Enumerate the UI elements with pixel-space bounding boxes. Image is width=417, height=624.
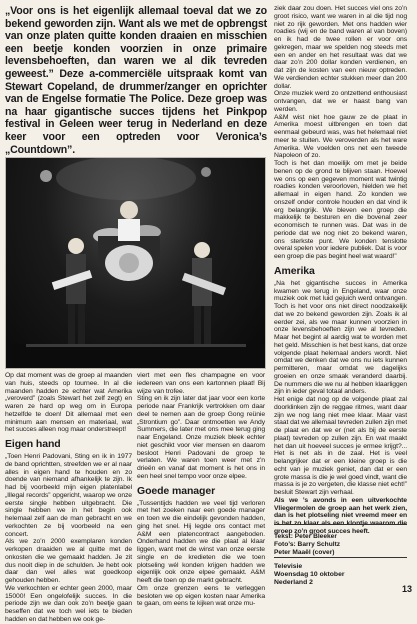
band-photo bbox=[5, 157, 266, 369]
credits-divider bbox=[274, 524, 407, 525]
paragraph: viert met een fles champagne en voor iedereen van ons een kartonnen plaat! Bij wijze van trofee. bbox=[137, 372, 265, 395]
section-heading: Eigen hand bbox=[5, 438, 61, 450]
tv-channel: Nederland 2 bbox=[274, 578, 313, 586]
credit-text: Tekst: Peter Bleeker bbox=[274, 533, 337, 540]
tv-listing bbox=[274, 563, 407, 586]
tv-label: Televisie bbox=[274, 563, 303, 570]
paragraph: Als we zo’n 2000 exemplaren konden verkopen draaiden we al quitte met de onkosten die we gemaakt hadden. Je zit dus nooit diep in de schulden. Je hebt ook daar dan wel alles wat goedkoop gehouden hebben. bbox=[5, 538, 132, 584]
paragraph: „Toen Henri Padovani, Sting en ik in 1977 de band oprichtten, streefden we er al naar alles in eigen hand te houden en zo doende van niemand afhankelijk te zijn. Ik had bij voorbeeld mijn eigen platenlabel „Illegal records” opgericht, waarop we onze eerste single hebben uitgebracht. Die single hebben we in het begin ook helemaal zelf aan de man gebracht en we verkochten ze bij voorbeeld na een concert. bbox=[5, 453, 132, 538]
column-middle bbox=[137, 372, 265, 608]
intro-paragraph bbox=[5, 5, 267, 156]
paragraph: „Na het gigantische succes in Amerika kwamen we terug in Engeland, waar onze muziek ook met luid gejuich werd ontvangen. Toch is het voor ons niet direct noodzakelijk dat we zo bekend geworden zijn. Zoals ik al eerder zei, als we maar kunnen voorzien in onze levensbehoeften zijn we al tevreden. Maar het begint al aardig wat te worden met het geld. Misschien is het best kans, dat onze volgende plaat helemaal anders wordt. Niet omdat we denken dat we ons nu iets kunnen permitteren, maar omdat we dagelijks groeien en onze smaak veranderd daarbij. De nummers die we nu al hebben klaarliggen zijn in ieder geval totaal anders. bbox=[274, 279, 407, 396]
tv-date: Woensdag 10 oktober bbox=[274, 570, 345, 578]
closing-paragraph: Als we ’s avonds in een uitverkochte Vliegermolen de groep aan het werk zien, dan is het plotseling niet vreemd meer en is het zo klaar als een klontje waarom die groep zo’n groot succes heeft. bbox=[274, 496, 407, 535]
paragraph: „Tussentijds hadden we veel tijd verloren met het zoeken naar een goede manager en toen we die eindelijk gevonden hadden, ging het snel. Hij legde ons contact met A&M een platencontract aangeboden. Onderhand hadden we die plaat al klaar liggen, want met de winst van onze eerste single en de kredieten die we toen plotseling wél konden krijgen hadden we eigenlijk ook onze elpee gemaakt. A&M heeft die toen op de markt gebracht. bbox=[137, 499, 265, 584]
paragraph: Toch is het dan moeilijk om met je beide benen op de grond te blijven staan. Hoewel we ons op een gegeven moment wat twintig roadies konden veroorloven, hielden we het allemaal in eigen hand. Zo konden we onszelf onder controle houden en dat vind ik erg belangrijk. We bleven een groep die makkelijk te besturen en die bovenal zeer economisch te runnen was. Dat was in de periode dat we nog niet zo bekend waren, ons sterkste punt. We konden tenslotte overal spelen voor iedere publiek. Dat is voor een groep die pas begint heel wat waard!” bbox=[274, 160, 407, 260]
section-heading: Amerika bbox=[274, 264, 315, 277]
paragraph: Het enige dat nog op de volgende plaat zal doorklinken zijn de reggae ritmes, want daar zijn we nog lang niet mee klaar. Maar vast staat dat we allemaal tevreden zullen zijn met de plaat en dat we er (net als bij de eerste plaat) tevreden op zullen zijn. En wat maakt het dan uit hoeveel succes je ermee krijgt?... Het is net als in de zaal. Het is veel belangrijker dat er een kleine groep is die echt van je muziek geniet, dan dat er een grote massa is die je wel goed vindt, want die massa is je zo vergeten, die klasse niet echt!” besluit Stewart zijn verhaal. bbox=[274, 396, 407, 496]
paragraph: We verkochten er echter geen 2000, maar 15000! Een ongelofelijk succes. In die periode zijn we dan ook zo’n beetje gaan beseffen dat we toch wel iets te bieden hadden en dat hebben we ook ge- bbox=[5, 584, 132, 623]
column-right bbox=[274, 5, 407, 536]
column-left bbox=[5, 372, 132, 624]
paragraph: Op dat moment was de groep al maanden van huis, steeds op tournee. In al die maanden hadden ze echter wat Amerika „veroverd” (zoals Stewart het zelf zegt) en waren ze hard op weg om in Europa hetzelfde te doen! Dit allemaal met een minimum aan mensen en materiaal, wat het succes alleen nog maar onderstreept! bbox=[5, 372, 132, 434]
paragraph: A&M wist niet hoe gauw ze de plaat in Amerika moest uitbrengen en toen dat eenmaal gebeurd was, was het helemaal niet meer te stuiten. We veroverden als het ware Amerika. We voelden ons net een tweede Napoleon of zo. bbox=[274, 113, 407, 160]
intro-text: „Voor ons is het eigenlijk allemaal toeval dat we zo bekend geworden zijn. Want als we met de opbrengst van onze platen quitte konden draaien en misschien een beetje konden voorzien in onze primaire levensbehoeften, dan waren we al dik tevreden geweest.” Deze a-commerciële uitspraak komt van Stewart Copeland, de drummer/zanger en oprichter van de Engelse formatie The Police. Deze groep was na haar gigantische succes tijdens het Pinkpop festival in Geleen weer terug in Nederland en deze keer voor een optreden voor Veronica’s „Countdown”. bbox=[5, 5, 267, 156]
paragraph: ziek daar zou doen. Het succes viel ons zo’n groot risico, want we waren in al die tijd nog niet zo rijk geworden. Met ons hadden wier roadies (wij en de band waren al van boven) en ik had de twee rollen er voor ons gekregen, maar we spelden nog steeds met een en ander en het resultaat was dat we daar zo’n 200 dollar konden verdienen, en dat zijn de kosten van een nieuw optreden. We verdienden echter stukken meer dan 200 dollar. bbox=[274, 5, 407, 90]
credits bbox=[274, 533, 407, 556]
section-heading: Goede manager bbox=[137, 484, 216, 497]
paragraph: Sting en ik zijn later dat jaar voor een korte periode naar Frankrijk vertrokken om daar deel te nemen aan de groep Gong reünie „Strontium go”. Daar ontmoetten we Andy Summers, die later met ons mee terug ging naar Engeland. Onze muziek bleek echter niet geschikt voor vier mensen en daarom besloot Henri Padovani de groep te verlaten. We waren toen weer met z’n drieën en vanaf dat moment is het ons in een heel snel tempo voor onze elpee. bbox=[137, 395, 265, 480]
band-photo-illustration bbox=[6, 158, 265, 368]
tv-divider bbox=[274, 557, 407, 558]
credit-cover: Peter Maaël (cover) bbox=[274, 548, 335, 556]
paragraph: Om onze grenzen eens te verleggen besloten we op eigen kosten naar Amerika te gaan, om eens te kijken wat onze mu- bbox=[137, 584, 265, 608]
credit-photos: Foto’s: Barry Schultz bbox=[274, 540, 341, 548]
page-number: 13 bbox=[401, 584, 412, 594]
paragraph: Onze muziek werd zo ontzettend enthousiast ontvangen, dat we er haast bang van werden. bbox=[274, 90, 407, 113]
